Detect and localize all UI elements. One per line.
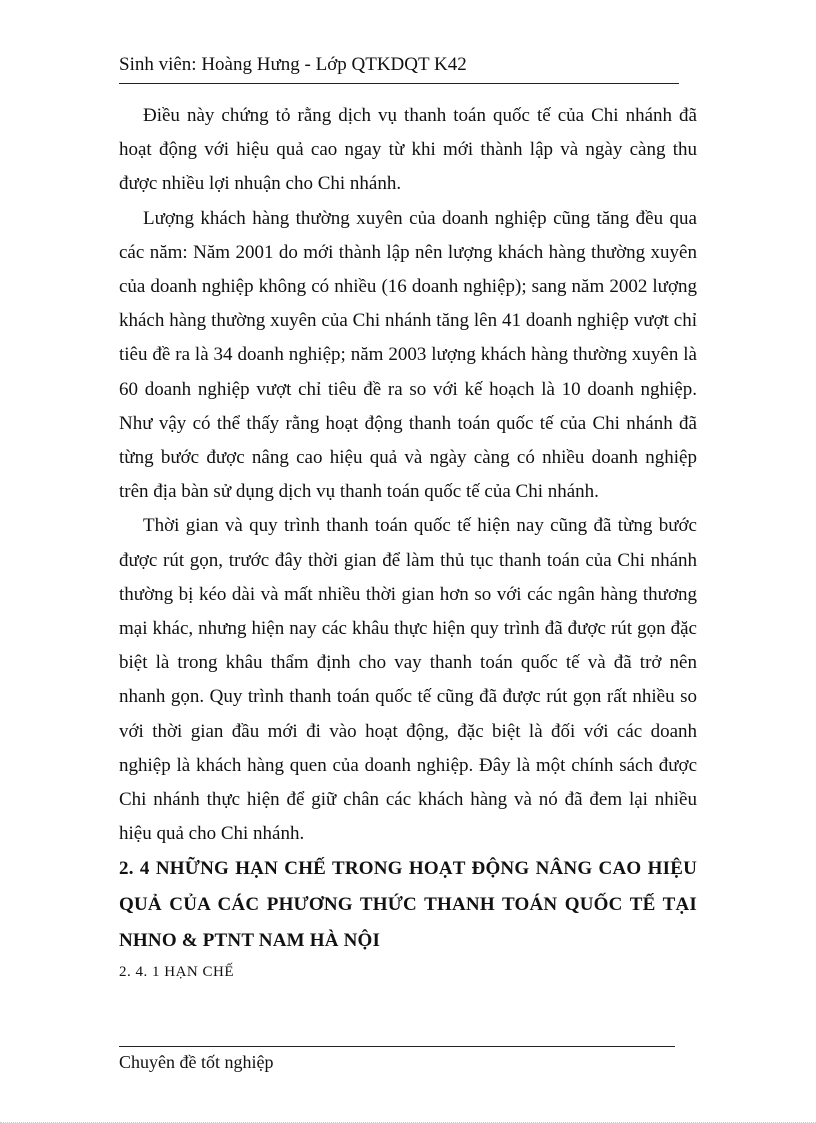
paragraph-2: Lượng khách hàng thường xuyên của doanh nghiệp cũng tăng đều qua các năm: Năm 2001 do mới thành lập nên lượng khách hàng thường xuyên của doanh nghiệp không có nhiều (16 doanh nghiệp); sang năm 2002 lượng khách hàng thường xuyên của Chi nhánh tăng lên 41 doanh nghiệp vượt chỉ tiêu đề ra là 34 doanh nghiệp; năm 2003 lượng khách hàng thường xuyên là 60 doanh nghiệp vượt chỉ tiêu đề ra so với kế hoạch là 10 doanh nghiệp. Như vậy có thể thấy rằng hoạt động thanh toán quốc tế của Chi nhánh đã từng bước được nâng cao hiệu quả và ngày càng có nhiều doanh nghiệp trên địa bàn sử dụng dịch vụ thanh toán quốc tế của Chi nhánh. bbox=[119, 207, 697, 503]
paragraph-3: Thời gian và quy trình thanh toán quốc tế hiện nay cũng đã từng bước được rút gọn, trước đây thời gian để làm thủ tục thanh toán của Chi nhánh thường bị kéo dài và mất nhiều thời gian hơn so với các ngân hàng thương mại khác, nhưng hiện nay các khâu thực hiện quy trình đã được rút gọn đặc biệt là trong khâu thẩm định cho vay thanh toán quốc tế và đã trở nên nhanh gọn. Quy trình thanh toán quốc tế cũng đã được rút gọn rất nhiều so với thời gian đầu mới đi vào hoạt động, đặc biệt là đối với các doanh nghiệp là khách hàng quen của doanh nghiệp. Đây là một chính sách được Chi nhánh thực hiện để giữ chân các khách hàng và nó đã đem lại nhiều hiệu quả cho Chi nhánh. bbox=[119, 515, 697, 845]
paragraph-1: Điều này chứng tỏ rằng dịch vụ thanh toán quốc tế của Chi nhánh đã hoạt động với hiệu quả cao ngay từ khi mới thành lập và ngày càng thu được nhiều lợi nhuận cho Chi nhánh. bbox=[119, 105, 697, 195]
footer-divider bbox=[119, 1046, 675, 1047]
page-header bbox=[119, 51, 679, 84]
subsection-heading: 2. 4. 1 HẠN CHẾ bbox=[119, 964, 234, 981]
body-content bbox=[119, 99, 697, 985]
section-heading: 2. 4 NHỮNG HẠN CHẾ TRONG HOẠT ĐỘNG NÂNG CAO HIỆU QUẢ CỦA CÁC PHƯƠNG THỨC THANH TOÁN QUỐC TẾ TẠI NHNO & PTNT NAM HÀ NỘI bbox=[119, 858, 697, 952]
footer-text: Chuyên đề tốt nghiệp bbox=[119, 1052, 274, 1072]
header-text: Sinh viên: Hoàng Hưng - Lớp QTKDQT K42 bbox=[119, 54, 467, 75]
